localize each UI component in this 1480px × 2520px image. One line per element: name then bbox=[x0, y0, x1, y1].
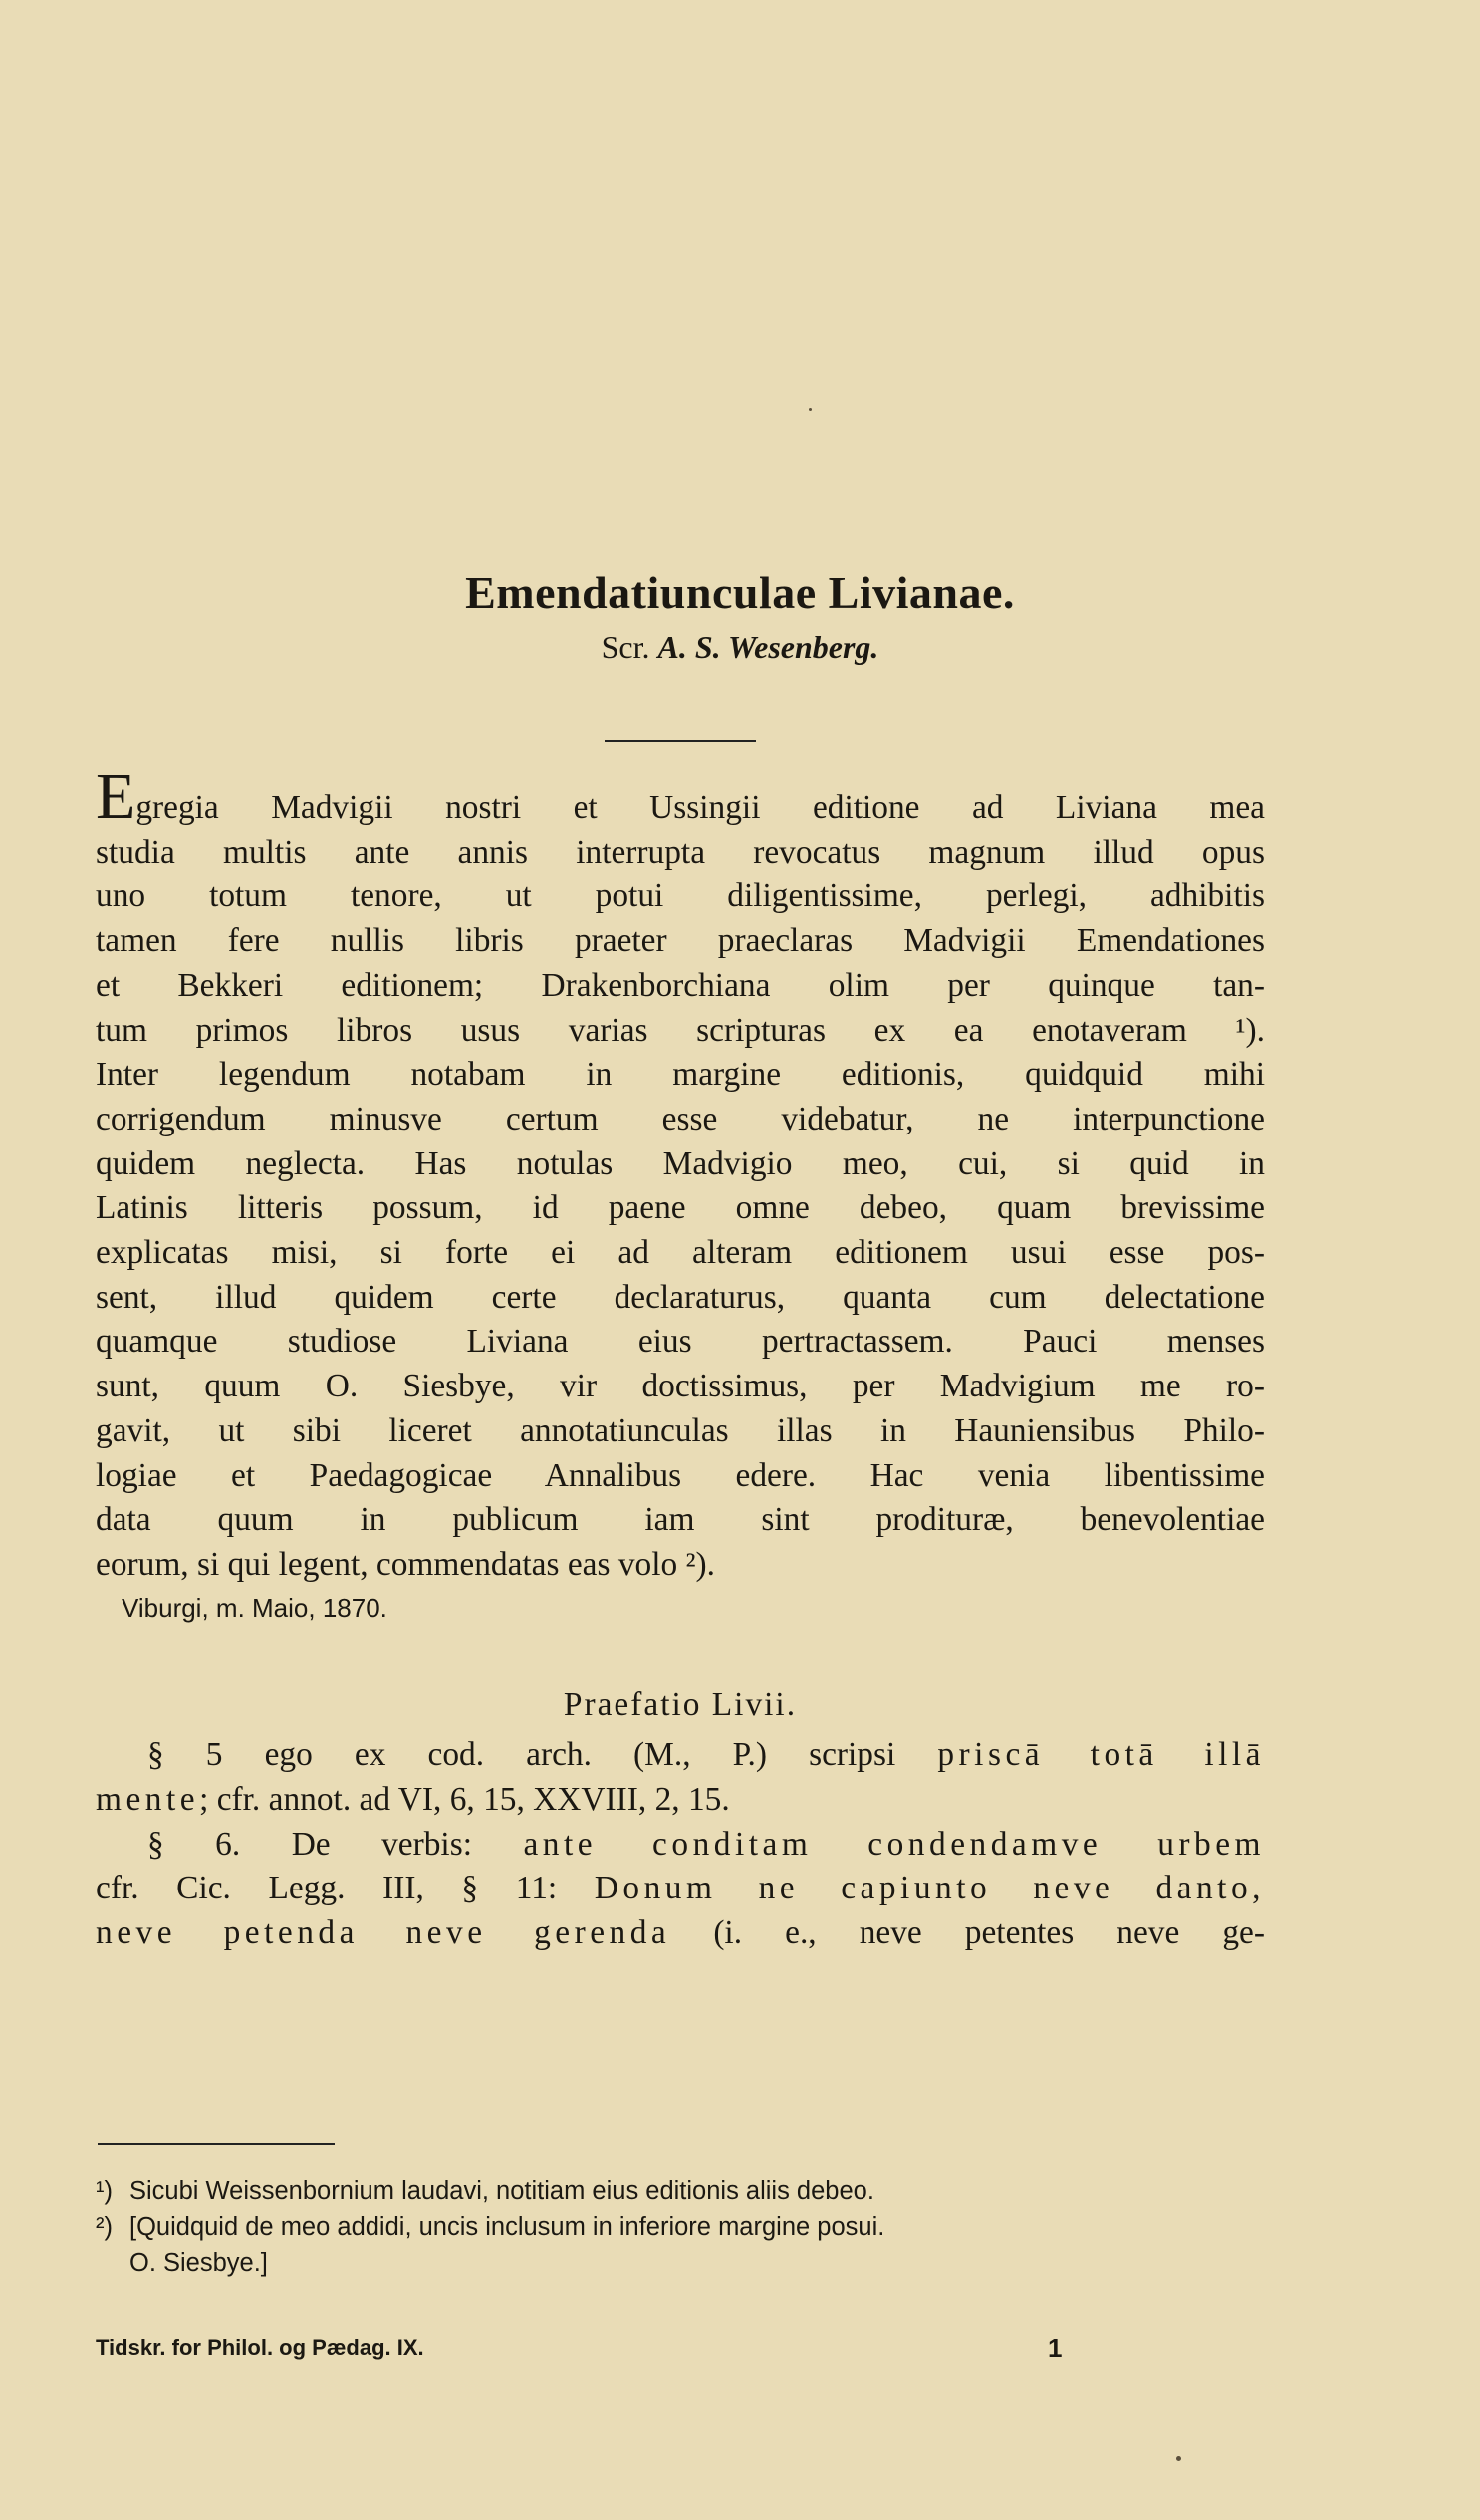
author-name: A. S. Wesenberg. bbox=[657, 630, 879, 665]
section-line: mente; cfr. annot. ad VI, 6, 15, XXVIII, 2, 15. bbox=[96, 1781, 730, 1819]
footnote-rule bbox=[98, 2143, 335, 2145]
article-body bbox=[96, 760, 1266, 1956]
footnotes bbox=[96, 2173, 1265, 2281]
intro-line: et Bekkeri editionem; Drakenborchiana olim per quinque tan- bbox=[96, 966, 1265, 1004]
paper-speck bbox=[809, 408, 812, 411]
intro-line: tamen fere nullis libris praeter praeclaras Madvigii Emendationes bbox=[96, 922, 1265, 960]
intro-line: Latinis litteris possum, id paene omne debeo, quam brevissime bbox=[96, 1189, 1265, 1227]
article-title: Emendatiunculae Livianae. bbox=[465, 567, 1015, 618]
title-rule bbox=[605, 740, 756, 742]
footnote: ²) [Quidquid de meo addidi, uncis inclusum in inferiore margine posui. bbox=[96, 2213, 885, 2241]
intro-line: logiae et Paedagogicae Annalibus edere. Hac venia libentissime bbox=[96, 1456, 1265, 1494]
intro-line: gavit, ut sibi liceret annotatiunculas illas in Hauniensibus Philo- bbox=[96, 1411, 1265, 1449]
intro-line: quidem neglecta. Has notulas Madvigio meo, cui, si quid in bbox=[96, 1144, 1265, 1182]
intro-line: tum primos libros usus varias scripturas ex ea enotaveram ¹). bbox=[96, 1011, 1265, 1049]
intro-line: data quum in publicum iam sint prodituræ, benevolentiae bbox=[96, 1501, 1265, 1539]
section-heading: Praefatio Livii. bbox=[563, 1685, 798, 1723]
byline bbox=[0, 630, 1480, 666]
drop-cap: E bbox=[96, 760, 136, 833]
intro-line: Egregia Madvigii nostri et Ussingii editione ad Liviana mea bbox=[96, 760, 1265, 833]
intro-line: uno totum tenore, ut potui diligentissime, perlegi, adhibitis bbox=[96, 878, 1265, 915]
intro-line: studia multis ante annis interrupta revocatus magnum illud opus bbox=[96, 833, 1265, 871]
intro-line: quamque studiose Liviana eius pertractassem. Pauci menses bbox=[96, 1323, 1265, 1361]
section-line: § 5 ego ex cod. arch. (M., P.) scripsi priscā totā illā bbox=[147, 1736, 1265, 1774]
intro-line: sunt, quum O. Siesbye, vir doctissimus, per Madvigium me ro- bbox=[96, 1368, 1265, 1405]
section-line: § 6. De verbis: ante conditam condendamve urbem bbox=[147, 1825, 1265, 1863]
intro-line: sent, illud quidem certe declaraturus, quanta cum delectatione bbox=[96, 1278, 1265, 1316]
place-date: Viburgi, m. Maio, 1870. bbox=[122, 1592, 387, 1623]
page-number: 1 bbox=[1048, 2333, 1063, 2363]
section-line: neve petenda neve gerenda (i. e., neve petentes neve ge- bbox=[96, 1914, 1265, 1952]
byline-prefix: Scr. bbox=[601, 630, 650, 665]
page-footer bbox=[96, 2335, 1265, 2361]
section-line: cfr. Cic. Legg. III, § 11: Donum ne capiunto neve danto, bbox=[96, 1870, 1266, 1907]
journal-signature: Tidskr. for Philol. og Pædag. IX. bbox=[96, 2335, 424, 2360]
intro-line: corrigendum minusve certum esse videbatur, ne interpunctione bbox=[96, 1100, 1265, 1137]
intro-line: Inter legendum notabam in margine editionis, quidquid mihi bbox=[96, 1056, 1265, 1094]
footnote-continuation: O. Siesbye.] bbox=[129, 2249, 268, 2277]
paper-speck bbox=[1176, 2456, 1181, 2461]
footnote: ¹) Sicubi Weissenbornium laudavi, notitiam eius editionis aliis debeo. bbox=[96, 2177, 874, 2205]
intro-line: eorum, si qui legent, commendatas eas volo ²). bbox=[96, 1545, 716, 1583]
intro-line: explicatas misi, si forte ei ad alteram editionem usui esse pos- bbox=[96, 1234, 1265, 1272]
